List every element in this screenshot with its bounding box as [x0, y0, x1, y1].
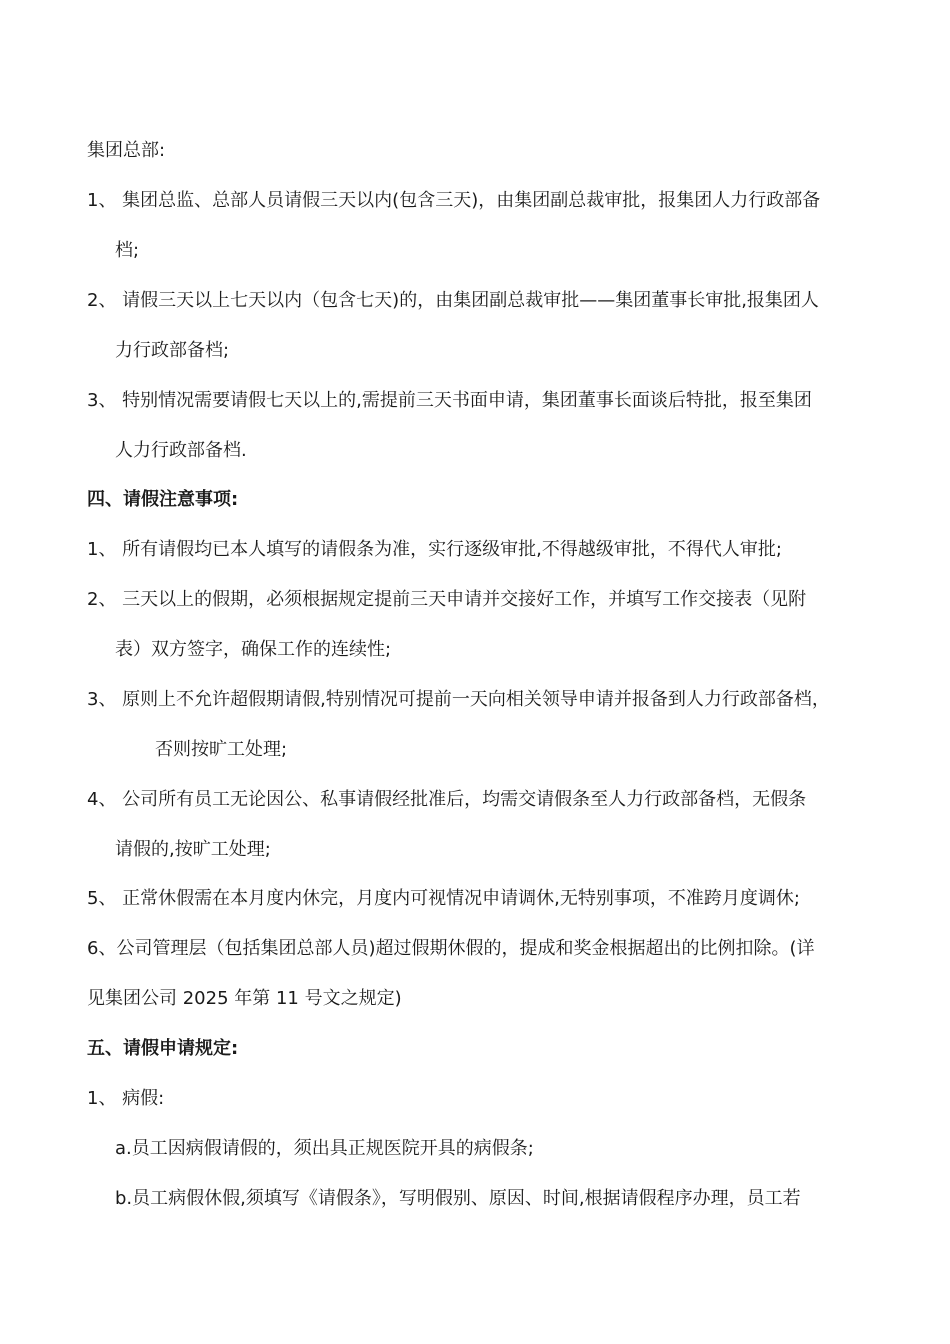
- notice-1: 1、 所有请假均已本人填写的请假条为准，实行逐级审批,不得越级审批，不得代人审批;: [87, 539, 782, 560]
- notice-3-line-2: 否则按旷工处理;: [155, 739, 288, 760]
- section-heading-4: 四、请假注意事项:: [87, 489, 239, 510]
- rule-sick-leave-b: b.员工病假休假,须填写《请假条》，写明假别、原因、时间,根据请假程序办理，员工若: [115, 1188, 801, 1209]
- section-heading-hq: 集团总部:: [87, 140, 166, 161]
- notice-2-line-1: 2、 三天以上的假期，必须根据规定提前三天申请并交接好工作，并填写工作交接表（见附: [87, 589, 807, 610]
- hq-rule-2-line-2: 力行政部备档;: [115, 340, 230, 361]
- section-heading-5: 五、请假申请规定:: [87, 1038, 239, 1059]
- hq-rule-2-line-1: 2、 请假三天以上七天以内（包含七天)的，由集团副总裁审批——集团董事长审批,报集团人: [87, 290, 819, 311]
- rule-sick-leave-a: a.员工因病假请假的，须出具正规医院开具的病假条;: [115, 1138, 534, 1159]
- notice-6-line-1: 6、公司管理层（包括集团总部人员)超过假期休假的，提成和奖金根据超出的比例扣除。(详: [87, 938, 815, 959]
- notice-4-line-2: 请假的,按旷工处理;: [115, 839, 271, 860]
- rule-sick-leave-title: 1、 病假:: [87, 1088, 165, 1109]
- notice-6-line-2: 见集团公司 2025 年第 11 号文之规定): [87, 988, 402, 1009]
- hq-rule-3-line-1: 3、 特别情况需要请假七天以上的,需提前三天书面申请，集团董事长面谈后特批，报至集团: [87, 390, 812, 411]
- notice-5: 5、 正常休假需在本月度内休完，月度内可视情况申请调休,无特别事项，不准跨月度调休;: [87, 888, 800, 909]
- hq-rule-1-line-1: 1、 集团总监、总部人员请假三天以内(包含三天)，由集团副总裁审批，报集团人力行政部备: [87, 190, 821, 211]
- hq-rule-1-line-2: 档;: [115, 240, 140, 261]
- notice-4-line-1: 4、 公司所有员工无论因公、私事请假经批准后，均需交请假条至人力行政部备档，无假条: [87, 789, 807, 810]
- notice-3-line-1: 3、 原则上不允许超假期请假,特别情况可提前一天向相关领导申请并报备到人力行政部备档，: [87, 689, 830, 710]
- hq-rule-3-line-2: 人力行政部备档.: [115, 440, 247, 461]
- notice-2-line-2: 表）双方签字，确保工作的连续性;: [115, 639, 392, 660]
